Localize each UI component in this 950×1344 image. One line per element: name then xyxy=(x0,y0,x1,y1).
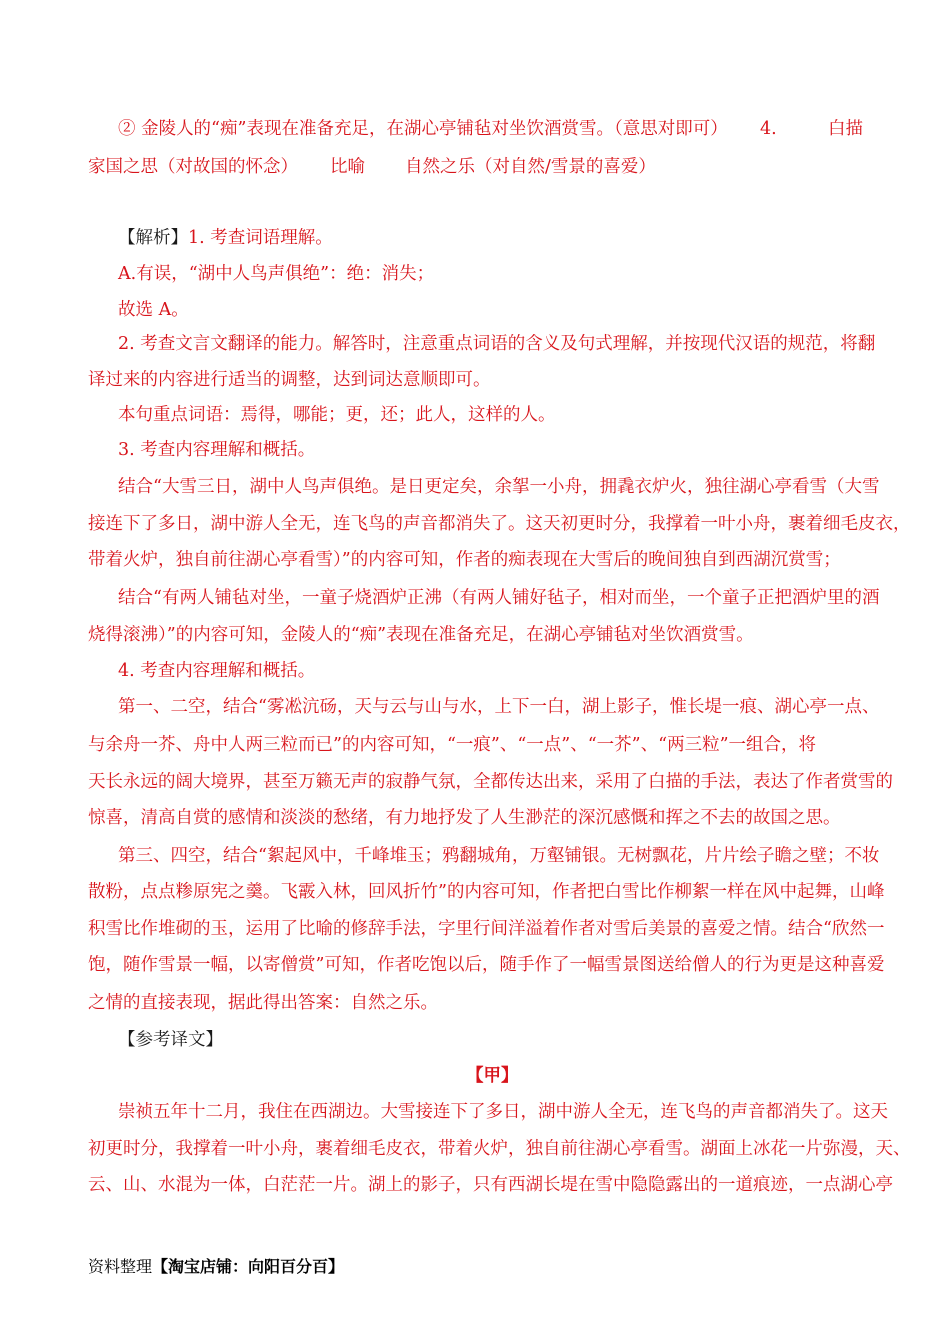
analysis-line: 之情的直接表现，据此得出答案：自然之乐。 xyxy=(88,993,438,1013)
analysis-line: 2. 考查文言文翻译的能力。解答时，注意重点词语的含义及句式理解，并按现代汉语的规范，将翻 xyxy=(118,334,876,354)
analysis-line: 3. 考查内容理解和概括。 xyxy=(118,440,316,460)
analysis-line: 惊喜，清高自赏的感情和淡淡的愁绪，有力地抒发了人生渺茫的深沉感慨和挥之不去的故国之思。 xyxy=(88,808,841,828)
answer-2-text: ② 金陵人的“痴”表现在准备充足，在湖心亭铺毡对坐饮酒赏雪。（意思对即可） xyxy=(118,119,728,139)
analysis-heading xyxy=(118,226,333,250)
analysis-line: 故选 A。 xyxy=(118,300,189,320)
analysis-line: 与余舟一芥、舟中人两三粒而已”的内容可知，“一痕”、“一点”、“一芥”、“两三粒”一组合，将 xyxy=(88,735,817,755)
analysis-line: A.有误，“湖中人鸟声俱绝”：绝：消失； xyxy=(118,264,435,284)
answer-4-second: 家国之思（对故国的怀念） xyxy=(88,157,298,177)
analysis-line: 天长永远的阔大境界，甚至万籁无声的寂静气氛，全都传达出来，采用了白描的手法，表达了作者赏雪的 xyxy=(88,772,893,792)
footer-shop: 【淘宝店铺：向阳百分百】 xyxy=(152,1257,345,1276)
analysis-line: 第三、四空，结合“絮起风中，千峰堆玉；鸦翻城角，万壑铺银。无树飘花，片片绘子瞻之壁；不妆 xyxy=(118,846,880,866)
analysis-line: 积雪比作堆砌的玉，运用了比喻的修辞手法，字里行间洋溢着作者对雪后美景的喜爱之情。结合“欣然一 xyxy=(88,919,885,939)
analysis-line: 散粉，点点糁原宪之羹。飞霰入林，回风折竹”的内容可知，作者把白雪比作柳絮一样在风中起舞，山峰 xyxy=(88,882,885,902)
answer-line-1 xyxy=(118,117,728,141)
translation-line: 崇祯五年十二月，我住在西湖边。大雪接连下了多日，湖中游人全无，连飞鸟的声音都消失了。这天 xyxy=(118,1102,888,1122)
analysis-line: 译过来的内容进行适当的调整，达到词达意顺即可。 xyxy=(88,370,491,390)
translation-subheading: 【甲】 xyxy=(466,1066,519,1086)
answer-4-third: 比喻 xyxy=(330,157,365,177)
translation-heading: 【参考译文】 xyxy=(118,1030,223,1050)
translation-line: 云、山、水混为一体，白茫茫一片。湖上的影子，只有西湖长堤在雪中隐隐露出的一道痕迹，一点湖心亭 xyxy=(88,1175,893,1195)
answer-4-fourth: 自然之乐（对自然/雪景的喜爱） xyxy=(405,157,656,177)
analysis-line: 本句重点词语：焉得，哪能；更，还；此人，这样的人。 xyxy=(118,405,556,425)
footer xyxy=(88,1254,344,1277)
analysis-line: 结合“大雪三日，湖中人鸟声俱绝。是日更定矣，余挐一小舟，拥毳衣炉火，独往湖心亭看雪（大雪 xyxy=(118,477,880,497)
analysis-line: 结合“有两人铺毡对坐，一童子烧酒炉正沸（有两人铺好毡子，相对而坐，一个童子正把酒炉里的酒 xyxy=(118,588,880,608)
analysis-q1-title: 1. 考查词语理解。 xyxy=(188,228,333,248)
analysis-line: 饱，随作雪景一幅，以寄僧赏”可知，作者吃饱以后，随手作了一幅雪景图送给僧人的行为更是这种喜爱 xyxy=(88,955,885,975)
answer-4-number: 4. xyxy=(760,119,777,139)
analysis-line: 接连下了多日，湖中游人全无，连飞鸟的声音都消失了。这天初更时分，我撑着一叶小舟，裹着细毛皮衣， xyxy=(88,514,911,534)
analysis-tag: 【解析】 xyxy=(118,228,188,248)
answer-4-first: 白描 xyxy=(828,119,863,139)
analysis-line: 带着火炉，独自前往湖心亭看雪）”的内容可知，作者的痴表现在大雪后的晚间独自到西湖沉赏雪； xyxy=(88,550,841,570)
analysis-line: 烧得滚沸）”的内容可知，金陵人的“痴”表现在准备充足，在湖心亭铺毡对坐饮酒赏雪。 xyxy=(88,625,754,645)
analysis-line: 第一、二空，结合“雾凇沆砀，天与云与山与水，上下一白，湖上影子，惟长堤一痕、湖心亭一点、 xyxy=(118,697,880,717)
footer-prefix: 资料整理 xyxy=(88,1257,153,1276)
translation-line: 初更时分，我撑着一叶小舟，裹着细毛皮衣，带着火炉，独自前往湖心亭看雪。湖面上冰花一片弥漫，天、 xyxy=(88,1139,911,1159)
analysis-line: 4. 考查内容理解和概括。 xyxy=(118,661,316,681)
